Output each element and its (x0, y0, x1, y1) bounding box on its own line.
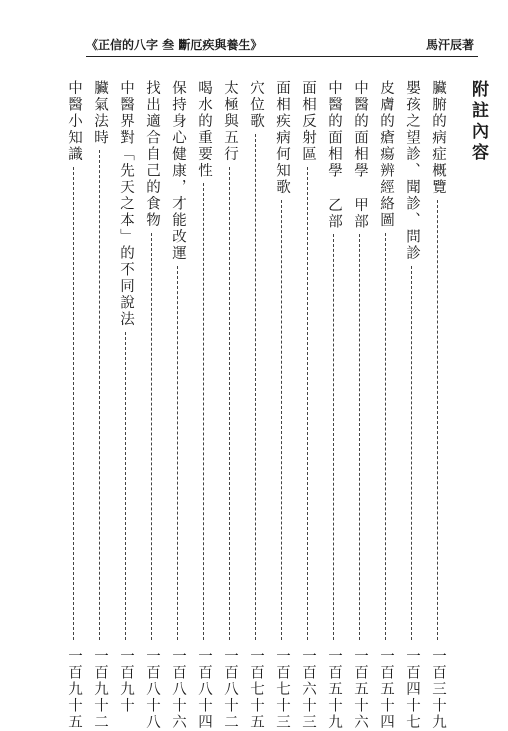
toc-entry-page: 一百九十 (118, 648, 134, 714)
dot-leader (177, 266, 178, 640)
toc-entry[interactable] (349, 80, 371, 731)
toc-entry[interactable] (219, 80, 241, 731)
toc-entry-page: 一百八十二 (222, 648, 238, 731)
toc-entry[interactable] (167, 80, 189, 731)
toc-entry-title: 嬰孩之望診、聞診、問診 (404, 80, 420, 262)
toc-entry[interactable] (115, 80, 137, 724)
toc-entry-page: 一百九十五 (66, 648, 82, 731)
toc-entry[interactable] (427, 80, 449, 731)
toc-entry-title: 中醫的面相學 乙部 (326, 80, 342, 230)
toc-entry[interactable] (271, 80, 293, 731)
dot-leader (359, 234, 360, 640)
running-header (86, 36, 478, 57)
toc-entry-title: 中醫界對「先天之本」的不同說法 (118, 80, 134, 328)
toc-entry[interactable] (89, 80, 111, 731)
toc-entry-title: 皮膚的瘡瘍辨經絡圖 (378, 80, 394, 229)
toc-entry-page: 一百八十八 (144, 648, 160, 731)
toc-entry-page: 一百九十二 (92, 648, 108, 731)
toc-entry-page: 一百四十七 (404, 648, 420, 731)
toc-entry-page: 一百三十九 (430, 648, 446, 731)
toc-entry[interactable] (323, 80, 345, 731)
toc-entry[interactable] (193, 80, 215, 731)
dot-leader (333, 234, 334, 640)
toc-entry-title: 保持身心健康，才能改運 (170, 80, 186, 262)
toc-entry-page: 一百五十四 (378, 648, 394, 731)
dot-leader (255, 134, 256, 640)
toc-entry-title: 穴位歌 (248, 80, 264, 130)
toc-entry-title: 面相反射區 (300, 80, 316, 163)
dot-leader (281, 200, 282, 640)
toc-entry-title: 臟腑的病症概覽 (430, 80, 446, 196)
dot-leader (73, 167, 74, 640)
toc-entry[interactable] (375, 80, 397, 731)
dot-leader (385, 233, 386, 640)
toc-entry-page: 一百六十三 (300, 648, 316, 731)
toc-entry-title: 喝水的重要性 (196, 80, 212, 179)
toc-entry-title: 臟氣法時 (92, 80, 108, 146)
dot-leader (411, 266, 412, 640)
toc-entry[interactable] (63, 80, 85, 731)
toc-entry-page: 一百七十三 (274, 648, 290, 731)
toc-entry-page: 一百五十六 (352, 648, 368, 731)
toc-entry[interactable] (141, 80, 163, 731)
dot-leader (151, 233, 152, 640)
toc-entry-page: 一百五十九 (326, 648, 342, 731)
toc-entry-page: 一百八十四 (196, 648, 212, 731)
section-heading: 附註內容 (468, 80, 488, 164)
toc-entry[interactable] (401, 80, 423, 731)
toc-entry-title: 中醫的面相學 甲部 (352, 80, 368, 230)
toc-entry-title: 中醫小知識 (66, 80, 82, 163)
dot-leader (99, 150, 100, 640)
toc-entry-title: 面相疾病何知歌 (274, 80, 290, 196)
dot-leader (125, 332, 126, 640)
toc-entry-title: 找出適合自己的食物 (144, 80, 160, 229)
author: 馬汗辰著 (425, 38, 474, 52)
toc-entry-title: 太極與五行 (222, 80, 238, 163)
dot-leader (203, 183, 204, 640)
dot-leader (307, 167, 308, 640)
toc-entry[interactable] (297, 80, 319, 731)
toc-entry-page: 一百八十六 (170, 648, 186, 731)
toc-entry-page: 一百七十五 (248, 648, 264, 731)
toc-entry[interactable] (245, 80, 267, 731)
dot-leader (229, 167, 230, 640)
dot-leader (437, 200, 438, 640)
book-title: 《正信的八字 叁 斷厄疾與養生》 (86, 38, 263, 52)
